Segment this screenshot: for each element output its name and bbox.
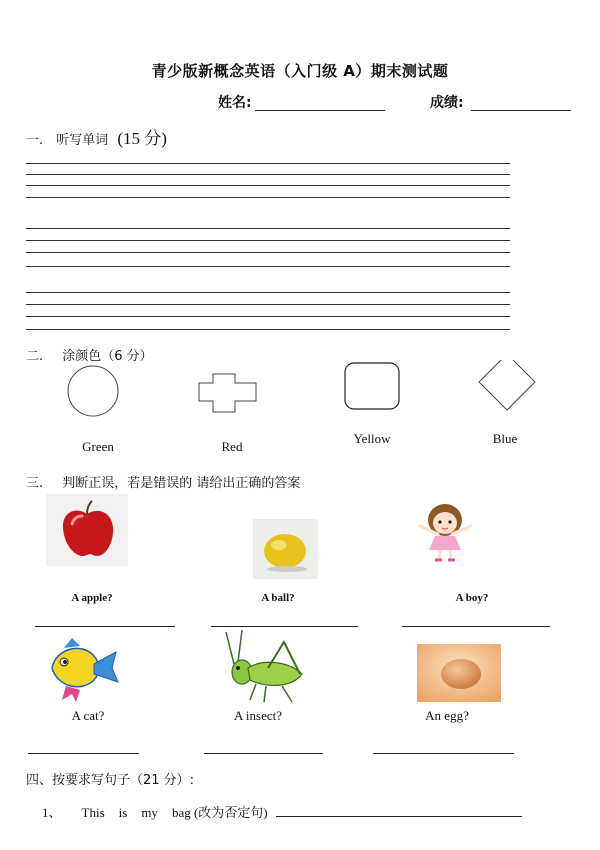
- sentence-word: This: [81, 805, 105, 820]
- sentence-1: [42, 802, 268, 821]
- fish-picture: [42, 634, 124, 704]
- score-field[interactable]: [471, 110, 571, 111]
- sentence-answer-line[interactable]: [276, 816, 522, 817]
- dictation-line[interactable]: [26, 174, 510, 175]
- section-1-number: 一.: [26, 133, 44, 148]
- page-title: 青少版新概念英语（入门级 A）期末测试题: [151, 62, 449, 80]
- answer-line[interactable]: [402, 626, 550, 627]
- score-label: 成绩:: [430, 95, 464, 111]
- section-1-heading: [26, 124, 167, 149]
- dictation-line[interactable]: [26, 185, 510, 186]
- dictation-line[interactable]: [26, 163, 510, 164]
- answer-line[interactable]: [211, 626, 358, 627]
- answer-line[interactable]: [204, 753, 323, 754]
- question-label: A ball?: [261, 592, 295, 604]
- dictation-line[interactable]: [26, 197, 510, 198]
- ball-picture: [253, 519, 318, 579]
- question-label: A insect?: [233, 708, 282, 723]
- answer-line[interactable]: [373, 753, 514, 754]
- question-label: A apple?: [71, 592, 113, 604]
- section-2-number: 二.: [26, 349, 44, 364]
- egg-picture: [417, 644, 501, 702]
- section-1-title: 听写单词: [56, 133, 109, 148]
- name-label: 姓名:: [218, 95, 252, 111]
- girl-picture: [405, 500, 485, 566]
- circle-shape[interactable]: [68, 366, 118, 416]
- section-3-heading: [26, 472, 300, 491]
- color-shapes: [60, 360, 560, 420]
- answer-line[interactable]: [35, 626, 175, 627]
- sentence-instruction: bag (改为否定句): [171, 805, 268, 820]
- section-3-number: 三.: [26, 476, 44, 491]
- shape-label-red: Red: [221, 439, 243, 454]
- grasshopper-picture: [220, 628, 310, 708]
- answer-line[interactable]: [28, 753, 139, 754]
- sentence-number: 1、: [42, 805, 62, 820]
- dictation-line[interactable]: [26, 266, 510, 267]
- diamond-shape[interactable]: [479, 360, 535, 410]
- dictation-line[interactable]: [26, 228, 510, 229]
- shape-label-green: Green: [82, 439, 114, 454]
- dictation-line[interactable]: [26, 292, 510, 293]
- question-label: An egg?: [425, 708, 469, 723]
- question-label: A cat?: [71, 708, 105, 723]
- section-2-title: 涂颜色（6 分）: [62, 349, 153, 364]
- question-label: A boy?: [455, 592, 489, 604]
- sentence-word: is: [118, 805, 128, 820]
- name-field[interactable]: [255, 110, 385, 111]
- cross-shape[interactable]: [199, 374, 256, 412]
- dictation-line[interactable]: [26, 316, 510, 317]
- rounded-square-shape[interactable]: [345, 363, 399, 409]
- dictation-line[interactable]: [26, 304, 510, 305]
- section-4-heading: 四、按要求写句子（21 分）:: [26, 773, 195, 788]
- apple-picture: [46, 494, 128, 566]
- dictation-line[interactable]: [26, 240, 510, 241]
- dictation-line[interactable]: [26, 252, 510, 253]
- sentence-word: my: [141, 805, 158, 820]
- section-3-title: 判断正误，若是错误的 请给出正确的答案: [62, 476, 301, 491]
- shape-label-blue: Blue: [492, 431, 518, 446]
- section-1-points: (15 分): [117, 129, 167, 148]
- dictation-line[interactable]: [26, 329, 510, 330]
- shape-label-yellow: Yellow: [353, 431, 391, 446]
